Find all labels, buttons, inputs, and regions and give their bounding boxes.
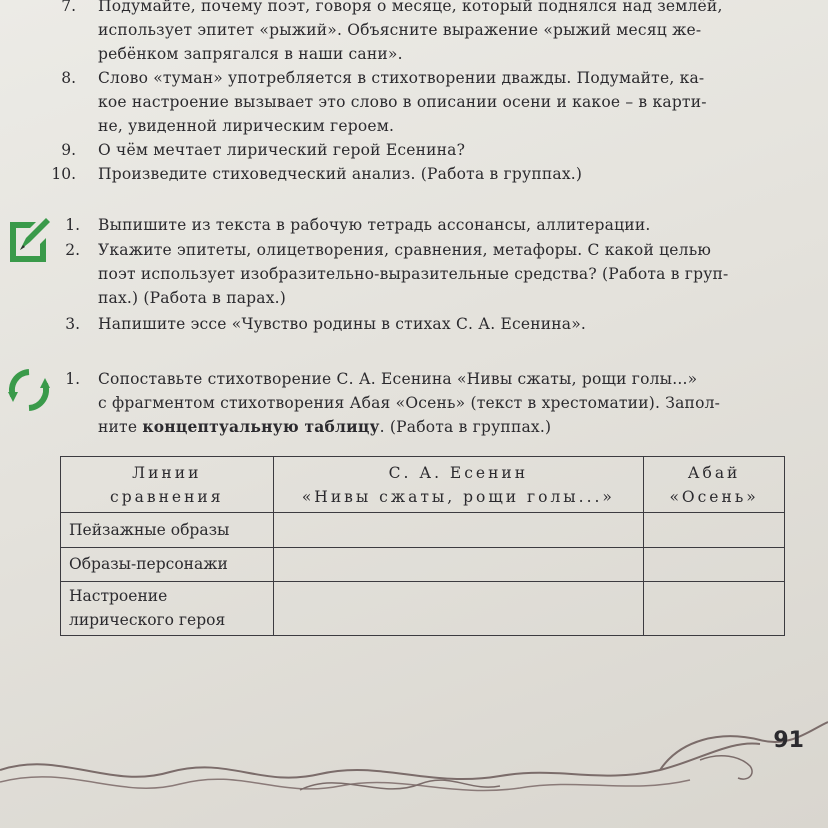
header-cell xyxy=(61,457,274,513)
row-label: Образы-персонажи xyxy=(61,547,274,581)
task-text: Укажите эпитеты, олицетворения, сравнения, метафоры. С какой целью xyxy=(98,241,712,259)
row-label-text: лирического героя xyxy=(69,611,226,630)
question-text: О чём мечтает лирический герой Есенина? xyxy=(98,141,466,159)
header-text: «Осень» xyxy=(669,487,759,506)
task-text xyxy=(98,414,551,440)
question-number: 10. xyxy=(51,165,76,183)
question-text: Произведите стиховедческий анализ. (Работа в группах.) xyxy=(98,165,583,183)
empty-cell xyxy=(273,547,644,581)
table-row xyxy=(61,547,785,581)
empty-cell xyxy=(273,581,644,635)
page-number: 91 xyxy=(773,728,804,753)
empty-cell xyxy=(644,547,785,581)
task-text: пах.) (Работа в парах.) xyxy=(98,289,287,307)
header-text: «Нивы сжаты, рощи голы...» xyxy=(301,487,615,506)
task-text: Сопоставьте стихотворение С. А. Есенина «Нивы сжаты, рощи голы...» xyxy=(98,370,698,388)
question-text: использует эпитет «рыжий». Объясните выражение «рыжий месяц же- xyxy=(98,21,702,39)
task-text-part: . (Работа в группах.) xyxy=(379,418,552,436)
question-text: Подумайте, почему поэт, говоря о месяце, который поднялся над землёй, xyxy=(98,0,723,15)
task-text-part: ните xyxy=(98,418,143,436)
row-label-text: Настроение xyxy=(69,587,168,606)
task-text: Выпишите из текста в рабочую тетрадь ассонансы, аллитерации. xyxy=(98,216,651,234)
header-text: Абай xyxy=(687,463,741,482)
question-number: 7. xyxy=(61,0,76,15)
question-text: не, увиденной лирическим героем. xyxy=(98,117,395,135)
task-number: 1. xyxy=(65,216,80,234)
task-number: 3. xyxy=(65,315,80,333)
header-text: Линии xyxy=(132,463,202,482)
cycle-arrows-icon xyxy=(6,364,52,416)
header-cell xyxy=(273,457,644,513)
header-text: сравнения xyxy=(110,487,224,506)
ornament-swirl xyxy=(0,700,828,810)
task-number: 1. xyxy=(65,370,80,388)
question-text: Слово «туман» употребляется в стихотворении дважды. Подумайте, ка- xyxy=(98,69,705,87)
writing-task-icon xyxy=(6,214,52,266)
task-text-bold: концептуальную таблицу xyxy=(142,417,380,436)
empty-cell xyxy=(644,513,785,547)
concept-table xyxy=(60,456,785,636)
header-text: С. А. Есенин xyxy=(388,463,529,482)
table-row xyxy=(61,513,785,547)
empty-cell xyxy=(273,513,644,547)
question-text: ребёнком запрягался в наши сани». xyxy=(98,45,403,63)
task-text: поэт использует изобразительно-выразительные средства? (Работа в груп- xyxy=(98,265,729,283)
question-text: кое настроение вызывает это слово в описании осени и какое – в карти- xyxy=(98,93,707,111)
header-cell xyxy=(644,457,785,513)
question-number: 9. xyxy=(61,141,76,159)
empty-cell xyxy=(644,581,785,635)
row-label xyxy=(61,581,274,635)
question-number: 8. xyxy=(61,69,76,87)
table-row xyxy=(61,581,785,635)
task-text: Напишите эссе «Чувство родины в стихах С. А. Есенина». xyxy=(98,315,587,333)
task-text: с фрагментом стихотворения Абая «Осень» (текст в хрестоматии). Запол- xyxy=(98,394,721,412)
row-label: Пейзажные образы xyxy=(61,513,274,547)
table-header-row xyxy=(61,457,785,513)
task-number: 2. xyxy=(65,241,80,259)
